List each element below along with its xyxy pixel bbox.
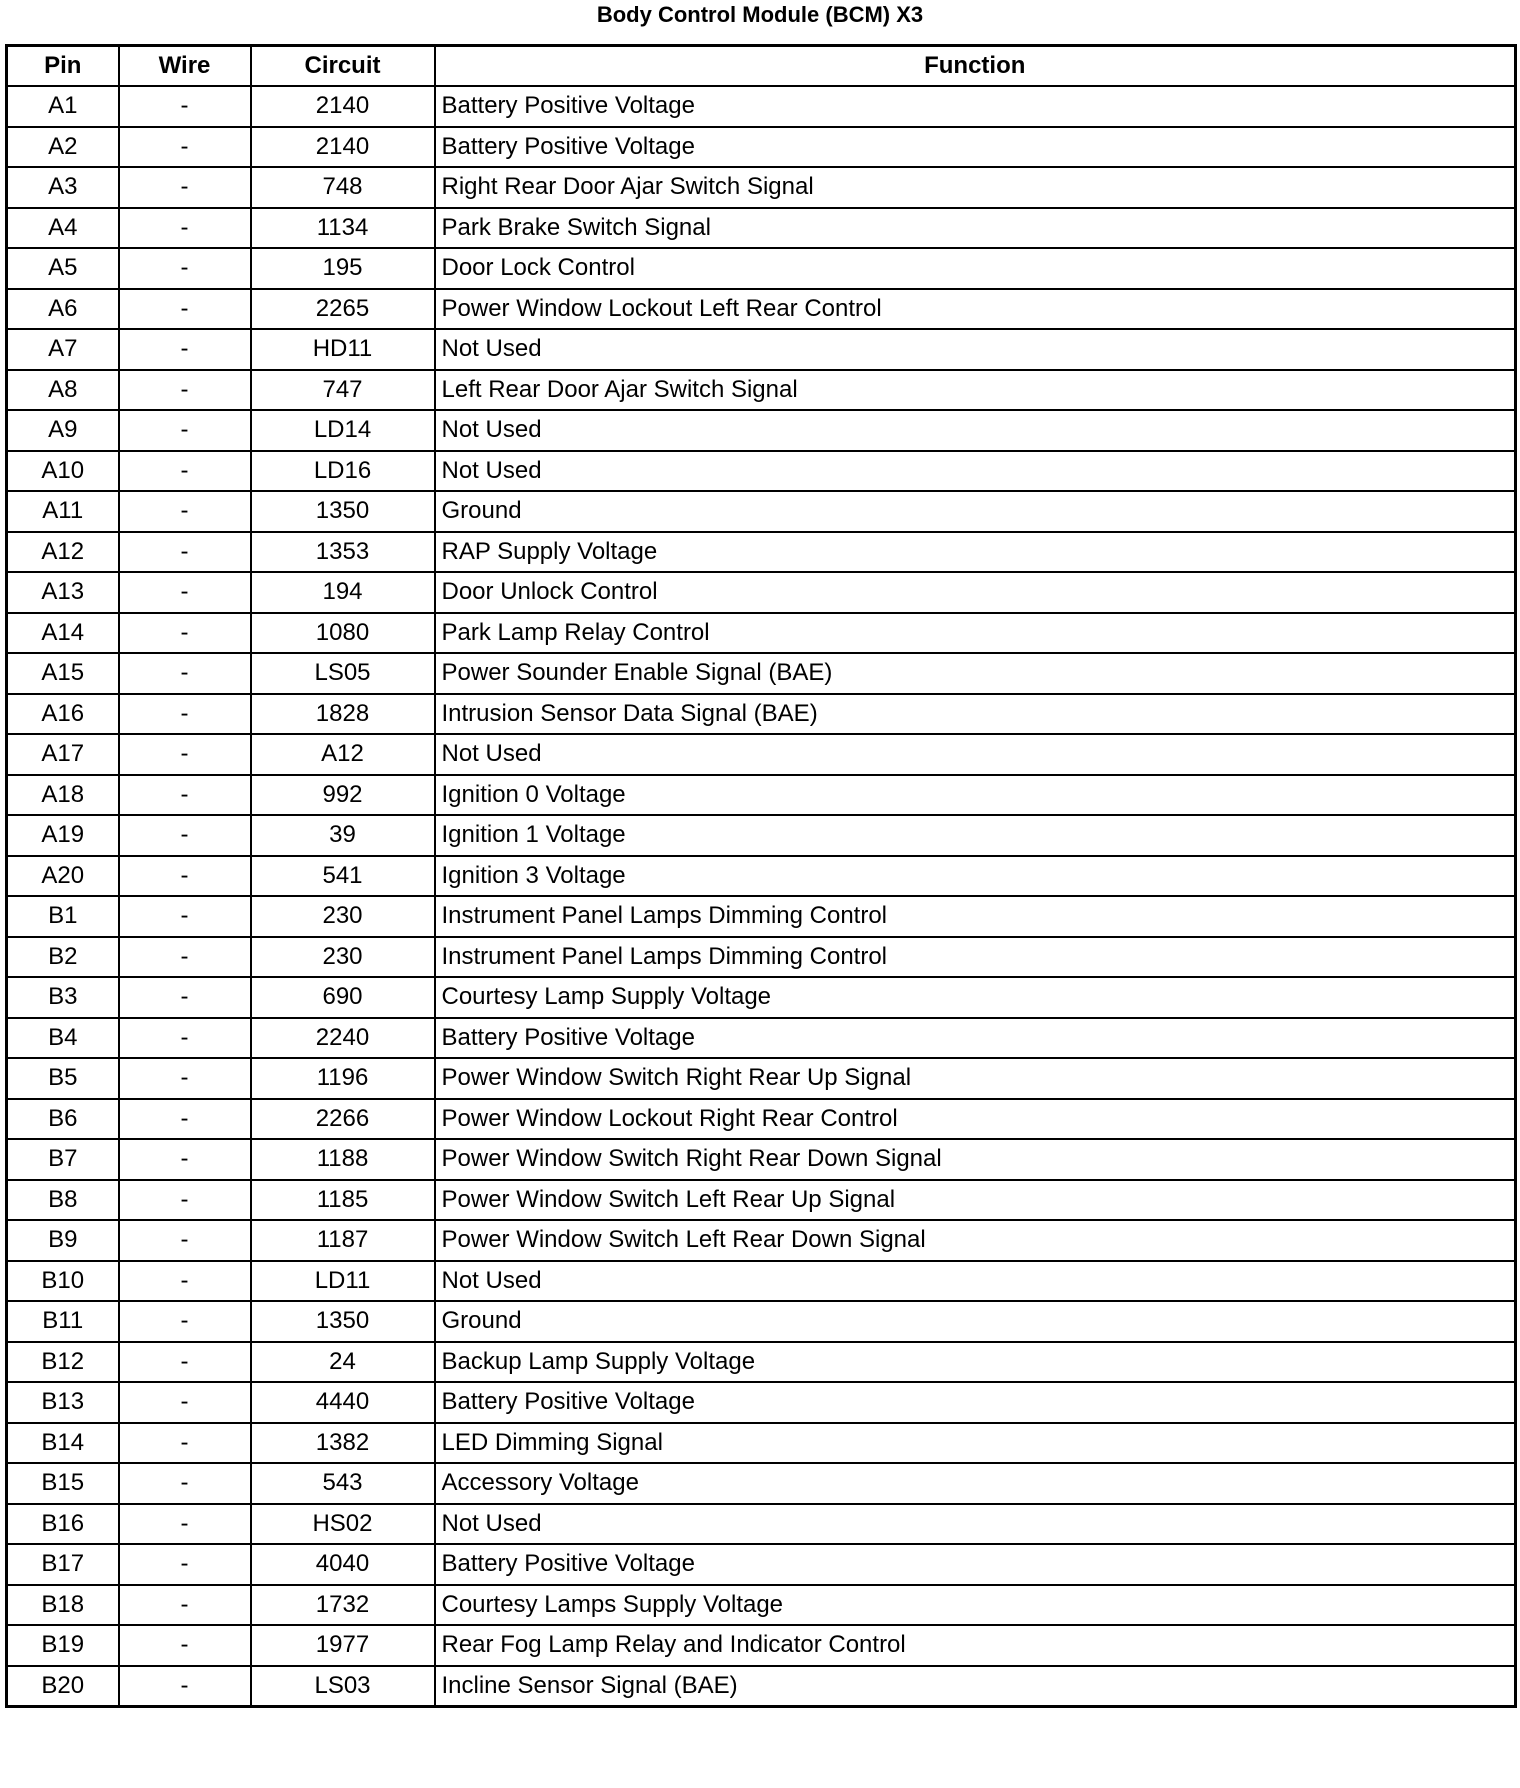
table-row <box>7 1018 1516 1059</box>
cell-circuit: 1080 <box>251 613 435 654</box>
cell-wire: - <box>119 208 251 249</box>
cell-pin: B7 <box>7 1139 119 1180</box>
cell-pin: B18 <box>7 1585 119 1626</box>
table-row <box>7 167 1516 208</box>
cell-wire: - <box>119 1018 251 1059</box>
header-function: Function <box>435 46 1516 87</box>
table-row <box>7 1058 1516 1099</box>
cell-circuit: 1185 <box>251 1180 435 1221</box>
cell-pin: B14 <box>7 1423 119 1464</box>
cell-wire: - <box>119 532 251 573</box>
cell-pin: A5 <box>7 248 119 289</box>
table-row <box>7 329 1516 370</box>
cell-pin: B10 <box>7 1261 119 1302</box>
cell-function: Ground <box>435 491 1516 532</box>
cell-function: Not Used <box>435 410 1516 451</box>
cell-wire: - <box>119 1463 251 1504</box>
cell-function: Door Lock Control <box>435 248 1516 289</box>
table-row <box>7 896 1516 937</box>
cell-wire: - <box>119 572 251 613</box>
cell-wire: - <box>119 1301 251 1342</box>
table-row <box>7 86 1516 127</box>
cell-function: Not Used <box>435 451 1516 492</box>
table-row <box>7 1301 1516 1342</box>
cell-wire: - <box>119 1261 251 1302</box>
cell-function: Door Unlock Control <box>435 572 1516 613</box>
cell-wire: - <box>119 451 251 492</box>
cell-wire: - <box>119 896 251 937</box>
cell-circuit: HS02 <box>251 1504 435 1545</box>
cell-pin: A6 <box>7 289 119 330</box>
table-row <box>7 451 1516 492</box>
cell-pin: B5 <box>7 1058 119 1099</box>
table-row <box>7 1585 1516 1626</box>
page-title: Body Control Module (BCM) X3 <box>596 2 924 27</box>
cell-pin: A11 <box>7 491 119 532</box>
cell-wire: - <box>119 775 251 816</box>
cell-circuit: 1187 <box>251 1220 435 1261</box>
cell-function: LED Dimming Signal <box>435 1423 1516 1464</box>
cell-circuit: 2240 <box>251 1018 435 1059</box>
table-row <box>7 289 1516 330</box>
cell-wire: - <box>119 1504 251 1545</box>
cell-circuit: 230 <box>251 896 435 937</box>
cell-pin: B1 <box>7 896 119 937</box>
cell-pin: B16 <box>7 1504 119 1545</box>
cell-pin: A1 <box>7 86 119 127</box>
cell-function: Courtesy Lamp Supply Voltage <box>435 977 1516 1018</box>
table-row <box>7 1261 1516 1302</box>
table-row <box>7 1220 1516 1261</box>
cell-wire: - <box>119 1585 251 1626</box>
cell-circuit: 1196 <box>251 1058 435 1099</box>
cell-circuit: LD16 <box>251 451 435 492</box>
header-circuit: Circuit <box>251 46 435 87</box>
cell-pin: B3 <box>7 977 119 1018</box>
cell-circuit: 4040 <box>251 1544 435 1585</box>
cell-circuit: 1977 <box>251 1625 435 1666</box>
cell-function: RAP Supply Voltage <box>435 532 1516 573</box>
cell-function: Incline Sensor Signal (BAE) <box>435 1666 1516 1707</box>
cell-pin: B13 <box>7 1382 119 1423</box>
cell-circuit: 230 <box>251 937 435 978</box>
header-wire: Wire <box>119 46 251 87</box>
table-row <box>7 1463 1516 1504</box>
table-body <box>7 86 1516 1707</box>
table-row <box>7 1666 1516 1707</box>
cell-circuit: LD14 <box>251 410 435 451</box>
cell-wire: - <box>119 1544 251 1585</box>
cell-wire: - <box>119 1666 251 1707</box>
table-row <box>7 694 1516 735</box>
table-row <box>7 572 1516 613</box>
cell-circuit: 992 <box>251 775 435 816</box>
cell-pin: A9 <box>7 410 119 451</box>
table-row <box>7 370 1516 411</box>
cell-circuit: 194 <box>251 572 435 613</box>
cell-circuit: 1828 <box>251 694 435 735</box>
cell-function: Power Window Switch Left Rear Up Signal <box>435 1180 1516 1221</box>
cell-function: Ground <box>435 1301 1516 1342</box>
cell-wire: - <box>119 370 251 411</box>
cell-pin: B11 <box>7 1301 119 1342</box>
table-row <box>7 1625 1516 1666</box>
cell-pin: A10 <box>7 451 119 492</box>
table-row <box>7 937 1516 978</box>
cell-wire: - <box>119 1180 251 1221</box>
cell-function: Rear Fog Lamp Relay and Indicator Control <box>435 1625 1516 1666</box>
cell-function: Park Brake Switch Signal <box>435 208 1516 249</box>
cell-wire: - <box>119 86 251 127</box>
cell-function: Not Used <box>435 329 1516 370</box>
table-row <box>7 734 1516 775</box>
cell-pin: A3 <box>7 167 119 208</box>
cell-pin: A20 <box>7 856 119 897</box>
cell-wire: - <box>119 127 251 168</box>
cell-wire: - <box>119 410 251 451</box>
cell-function: Power Window Lockout Left Rear Control <box>435 289 1516 330</box>
cell-wire: - <box>119 167 251 208</box>
cell-pin: A8 <box>7 370 119 411</box>
cell-function: Ignition 1 Voltage <box>435 815 1516 856</box>
table-row <box>7 208 1516 249</box>
table-row <box>7 653 1516 694</box>
cell-function: Power Window Switch Right Rear Down Signal <box>435 1139 1516 1180</box>
cell-wire: - <box>119 1382 251 1423</box>
cell-circuit: 1732 <box>251 1585 435 1626</box>
cell-function: Power Window Lockout Right Rear Control <box>435 1099 1516 1140</box>
cell-function: Instrument Panel Lamps Dimming Control <box>435 937 1516 978</box>
cell-circuit: 747 <box>251 370 435 411</box>
cell-function: Battery Positive Voltage <box>435 1382 1516 1423</box>
cell-pin: B2 <box>7 937 119 978</box>
table-row <box>7 613 1516 654</box>
cell-circuit: 1353 <box>251 532 435 573</box>
cell-circuit: 24 <box>251 1342 435 1383</box>
cell-circuit: 1188 <box>251 1139 435 1180</box>
cell-wire: - <box>119 613 251 654</box>
cell-circuit: 1382 <box>251 1423 435 1464</box>
cell-function: Power Window Switch Left Rear Down Signal <box>435 1220 1516 1261</box>
cell-circuit: LS05 <box>251 653 435 694</box>
cell-function: Backup Lamp Supply Voltage <box>435 1342 1516 1383</box>
cell-function: Ignition 3 Voltage <box>435 856 1516 897</box>
table-row <box>7 815 1516 856</box>
cell-wire: - <box>119 1058 251 1099</box>
table-row <box>7 248 1516 289</box>
cell-function: Power Sounder Enable Signal (BAE) <box>435 653 1516 694</box>
cell-circuit: 543 <box>251 1463 435 1504</box>
cell-pin: A18 <box>7 775 119 816</box>
cell-function: Not Used <box>435 734 1516 775</box>
cell-function: Battery Positive Voltage <box>435 1018 1516 1059</box>
cell-wire: - <box>119 1342 251 1383</box>
cell-function: Not Used <box>435 1504 1516 1545</box>
cell-wire: - <box>119 734 251 775</box>
cell-circuit: 1134 <box>251 208 435 249</box>
cell-wire: - <box>119 977 251 1018</box>
cell-wire: - <box>119 653 251 694</box>
cell-pin: B20 <box>7 1666 119 1707</box>
cell-function: Battery Positive Voltage <box>435 1544 1516 1585</box>
cell-pin: B8 <box>7 1180 119 1221</box>
table-row <box>7 977 1516 1018</box>
cell-pin: B6 <box>7 1099 119 1140</box>
cell-wire: - <box>119 329 251 370</box>
cell-circuit: A12 <box>251 734 435 775</box>
cell-circuit: 1350 <box>251 491 435 532</box>
cell-wire: - <box>119 1139 251 1180</box>
cell-circuit: LS03 <box>251 1666 435 1707</box>
cell-wire: - <box>119 1423 251 1464</box>
cell-circuit: 1350 <box>251 1301 435 1342</box>
cell-circuit: LD11 <box>251 1261 435 1302</box>
table-row <box>7 1099 1516 1140</box>
cell-pin: B4 <box>7 1018 119 1059</box>
cell-circuit: 2265 <box>251 289 435 330</box>
table-header-row <box>7 46 1516 87</box>
cell-wire: - <box>119 815 251 856</box>
cell-function: Park Lamp Relay Control <box>435 613 1516 654</box>
cell-function: Intrusion Sensor Data Signal (BAE) <box>435 694 1516 735</box>
connector-pinout-table <box>5 44 1517 1708</box>
table-row <box>7 775 1516 816</box>
cell-function: Not Used <box>435 1261 1516 1302</box>
table-row <box>7 856 1516 897</box>
cell-circuit: HD11 <box>251 329 435 370</box>
cell-function: Battery Positive Voltage <box>435 127 1516 168</box>
cell-wire: - <box>119 937 251 978</box>
cell-function: Battery Positive Voltage <box>435 86 1516 127</box>
cell-wire: - <box>119 1220 251 1261</box>
cell-function: Ignition 0 Voltage <box>435 775 1516 816</box>
cell-pin: A12 <box>7 532 119 573</box>
table-row <box>7 1504 1516 1545</box>
cell-wire: - <box>119 1625 251 1666</box>
cell-pin: B17 <box>7 1544 119 1585</box>
cell-circuit: 2140 <box>251 127 435 168</box>
cell-pin: A2 <box>7 127 119 168</box>
table-row <box>7 1139 1516 1180</box>
cell-wire: - <box>119 289 251 330</box>
cell-pin: A14 <box>7 613 119 654</box>
header-pin: Pin <box>7 46 119 87</box>
cell-function: Right Rear Door Ajar Switch Signal <box>435 167 1516 208</box>
cell-circuit: 39 <box>251 815 435 856</box>
cell-pin: A16 <box>7 694 119 735</box>
cell-pin: A7 <box>7 329 119 370</box>
cell-pin: B12 <box>7 1342 119 1383</box>
cell-wire: - <box>119 491 251 532</box>
cell-function: Accessory Voltage <box>435 1463 1516 1504</box>
cell-function: Instrument Panel Lamps Dimming Control <box>435 896 1516 937</box>
table-row <box>7 1342 1516 1383</box>
cell-circuit: 2140 <box>251 86 435 127</box>
table-row <box>7 1382 1516 1423</box>
cell-wire: - <box>119 1099 251 1140</box>
cell-pin: A13 <box>7 572 119 613</box>
cell-circuit: 4440 <box>251 1382 435 1423</box>
cell-pin: A19 <box>7 815 119 856</box>
cell-wire: - <box>119 248 251 289</box>
table-row <box>7 127 1516 168</box>
cell-circuit: 541 <box>251 856 435 897</box>
table-row <box>7 1423 1516 1464</box>
cell-pin: A15 <box>7 653 119 694</box>
cell-pin: A4 <box>7 208 119 249</box>
cell-circuit: 2266 <box>251 1099 435 1140</box>
cell-circuit: 195 <box>251 248 435 289</box>
cell-function: Left Rear Door Ajar Switch Signal <box>435 370 1516 411</box>
cell-function: Courtesy Lamps Supply Voltage <box>435 1585 1516 1626</box>
cell-pin: A17 <box>7 734 119 775</box>
cell-pin: B15 <box>7 1463 119 1504</box>
cell-pin: B19 <box>7 1625 119 1666</box>
cell-wire: - <box>119 856 251 897</box>
cell-wire: - <box>119 694 251 735</box>
cell-circuit: 690 <box>251 977 435 1018</box>
table-row <box>7 532 1516 573</box>
cell-function: Power Window Switch Right Rear Up Signal <box>435 1058 1516 1099</box>
table-row <box>7 1180 1516 1221</box>
table-row <box>7 410 1516 451</box>
table-row <box>7 491 1516 532</box>
table-row <box>7 1544 1516 1585</box>
cell-pin: B9 <box>7 1220 119 1261</box>
cell-circuit: 748 <box>251 167 435 208</box>
